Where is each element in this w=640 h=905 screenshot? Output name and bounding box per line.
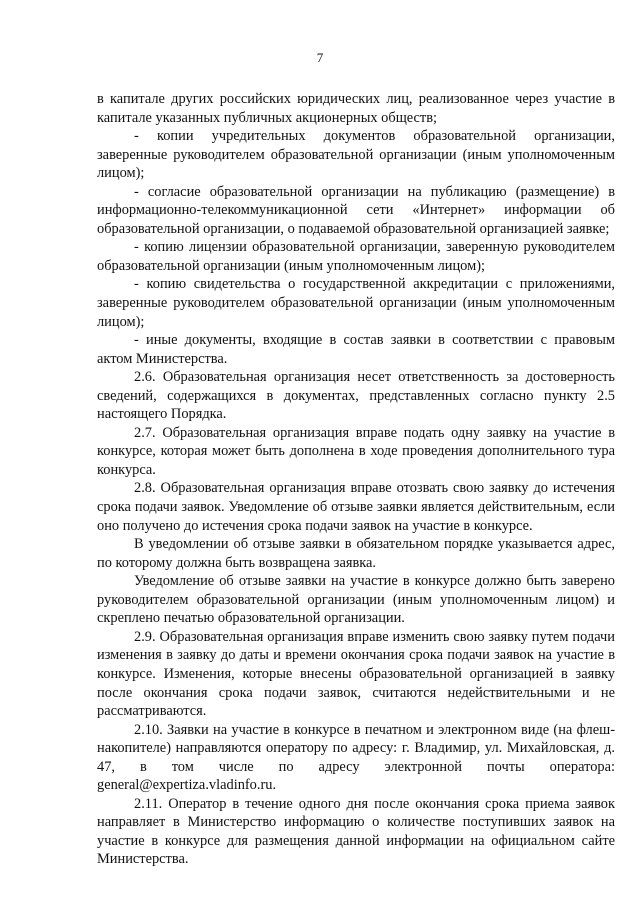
document-body — [97, 90, 615, 869]
list-item-license-copy: - копию лицензии образовательной организации, заверенную руководителем образовательной организации (иным уполномоченным лицом); — [97, 239, 615, 274]
clause-2-8: 2.8. Образовательная организация вправе отозвать свою заявку до истечения срока подачи заявок. Уведомление об отзыве заявки является действительным, если оно получено до истечения срока подачи заявок на участие в конкурсе. — [97, 480, 615, 534]
clause-2-6: 2.6. Образовательная организация несет ответственность за достоверность сведений, содержащихся в документах, представленных согласно пункту 2.5 настоящего Порядка. — [97, 369, 615, 423]
list-item-other-documents: - иные документы, входящие в состав заявки в соответствии с правовым актом Министерства. — [97, 332, 615, 367]
clause-2-11: 2.11. Оператор в течение одного дня после окончания срока приема заявок направляет в Министерство информацию о количестве поступивших заявок на участие в конкурсе для размещения данной информации на официальном сайте Министерства. — [97, 795, 615, 868]
clause-2-9: 2.9. Образовательная организация вправе изменить свою заявку путем подачи изменения в заявку до даты и времени окончания срока подачи заявок на участие в конкурсе. Изменения, которые внесены образовательной организацией в заявку после окончания срока подачи заявок, считаются недействительными и не рассматриваются. — [97, 628, 615, 720]
clause-2-10: 2.10. Заявки на участие в конкурсе в печатном и электронном виде (на флеш-накопителе) направляются оператору по адресу: г. Владимир, ул. Михайловская, д. 47, в том числе по адресу электронной почты оператора: general@expertiza.vladinfo.ru. — [97, 721, 615, 794]
clause-2-8-return-address: В уведомлении об отзыве заявки в обязательном порядке указывается адрес, по которому должна быть возвращена заявка. — [97, 536, 615, 571]
page-number: 7 — [316, 50, 324, 65]
list-item-accreditation-certificate: - копию свидетельства о государственной аккредитации с приложениями, заверенные руководителем образовательной организации (иным уполномоченным лицом); — [97, 276, 615, 330]
paragraph-continuation: в капитале других российских юридических лиц, реализованное через участие в капитале указанных публичных акционерных обществ; — [97, 91, 615, 126]
list-item-founding-documents: - копии учредительных документов образовательной организации, заверенные руководителем образовательной организации (иным уполномоченным лицом); — [97, 128, 615, 182]
clause-2-7: 2.7. Образовательная организация вправе подать одну заявку на участие в конкурсе, которая может быть дополнена в ходе проведения дополнительного тура конкурса. — [97, 424, 615, 478]
list-item-publication-consent: - согласие образовательной организации на публикацию (размещение) в информационно-телекоммуникационной сети «Интернет» информации об образовательной организации, о подаваемой образовательной организацией заявке; — [97, 183, 615, 237]
clause-2-8-certification: Уведомление об отзыве заявки на участие в конкурсе должно быть заверено руководителем образовательной организации (иным уполномоченным лицом) и скреплено печатью образовательной организации. — [97, 573, 615, 627]
